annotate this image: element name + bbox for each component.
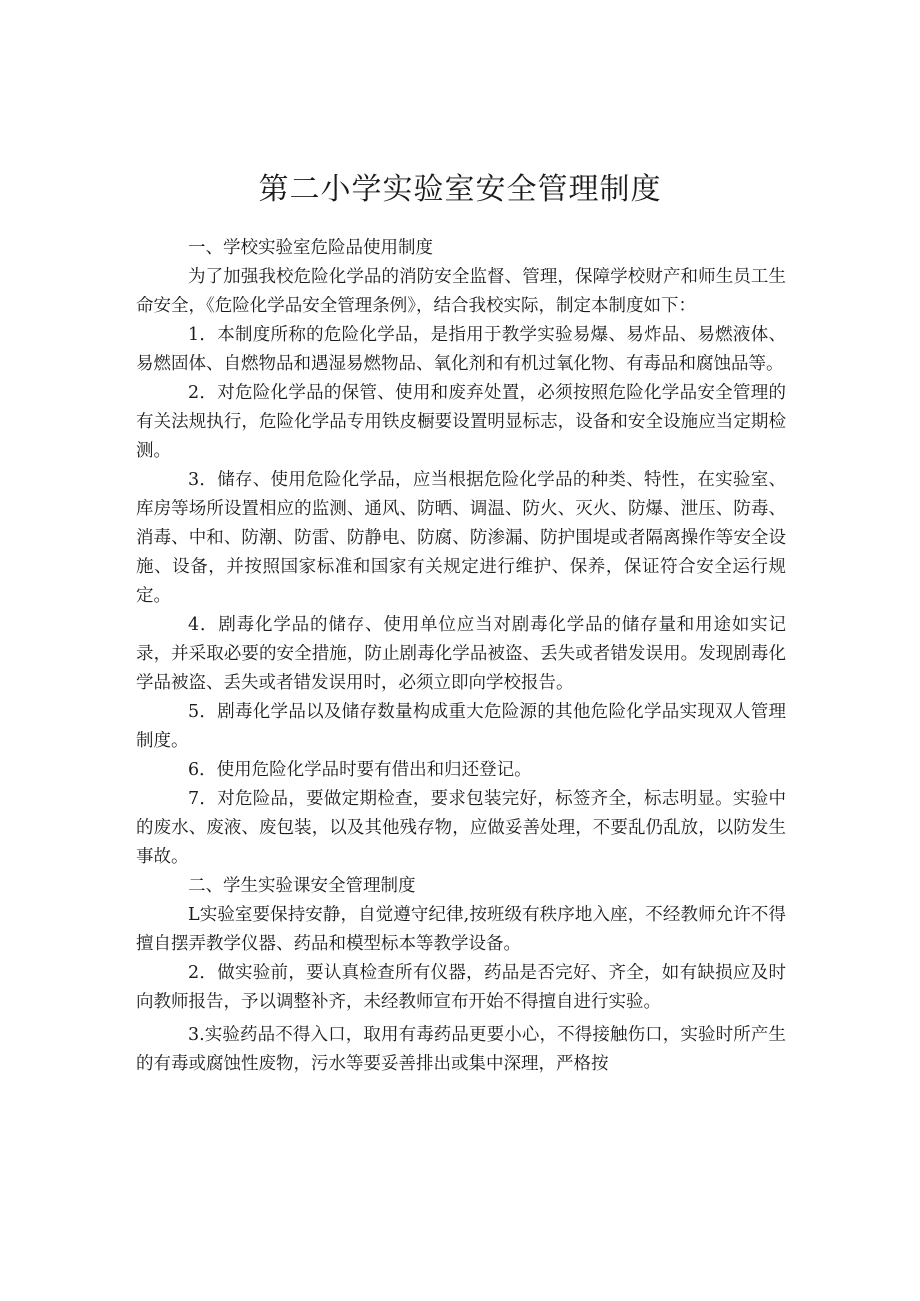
section1-item-7: 7．对危险品，要做定期检查，要求包装完好，标签齐全，标志明显。实验中的废水、废液、废包装，以及其他残存物，应做妥善处理，不要乱仍乱放，以防发生事故。 [136,789,786,867]
page-title: 第二小学实验室安全管理制度 [258,172,662,207]
section1-item-1: 1．本制度所称的危险化学品，是指用于教学实验易爆、易炸品、易燃液体、易燃固体、自燃物品和遇湿易燃物品、氧化剂和有机过氧化物、有毒品和腐蚀品等。 [136,325,786,374]
section2-item-3: 3.实验药品不得入口，取用有毒药品更要小心，不得接触伤口，实验时所产生的有毒或腐蚀性废物，污水等要妥善排出或集中深理，严格按 [136,1025,786,1074]
section1-item-4: 4．剧毒化学品的储存、使用单位应当对剧毒化学品的储存量和用途如实记录，并采取必要的安全措施，防止剧毒化学品被盗、丢失或者错发误用。发现剧毒化学品被盗、丢失或者错发误用时，必须立即向学校报告。 [136,615,786,693]
section1-item-5: 5．剧毒化学品以及储存数量构成重大危险源的其他危险化学品实现双人管理制度。 [136,702,786,751]
section1-intro-paragraph: 为了加强我校危险化学品的消防安全监督、管理，保障学校财产和师生员工生命安全，《危险化学品安全管理条例》，结合我校实际，制定本制度如下： [136,267,786,316]
section-heading-student-lab-safety: 二、学生实验课安全管理制度 [188,876,416,896]
section1-item-3: 3．储存、使用危险化学品，应当根据危险化学品的种类、特性，在实验室、库房等场所设置相应的监测、通风、防晒、调温、防火、灭火、防爆、泄压、防毒、消毒、中和、防潮、防雷、防静电、防腐、防渗漏、防护围堤或者隔离操作等安全设施、设备，并按照国家标准和国家有关规定进行维护、保养，保证符合安全运行规定。 [136,470,786,606]
section-heading-hazardous-chemicals: 一、学校实验室危险品使用制度 [188,238,433,258]
section1-item-2: 2．对危险化学品的保管、使用和废弃处置，必须按照危险化学品安全管理的有关法规执行，危险化学品专用铁皮橱要设置明显标志，设备和安全设施应当定期检测。 [136,383,786,461]
section2-item-2: 2．做实验前，要认真检查所有仪器，药品是否完好、齐全，如有缺损应及时向教师报告，予以调整补齐，未经教师宣布开始不得擅自进行实验。 [136,963,786,1012]
section2-item-1: L实验室要保持安静，自觉遵守纪律,按班级有秩序地入座，不经教师允许不得擅自摆弄教学仪器、药品和模型标本等教学设备。 [136,905,786,954]
section1-item-6: 6．使用危险化学品时要有借出和归还登记。 [188,760,532,780]
document-body [136,234,786,1079]
